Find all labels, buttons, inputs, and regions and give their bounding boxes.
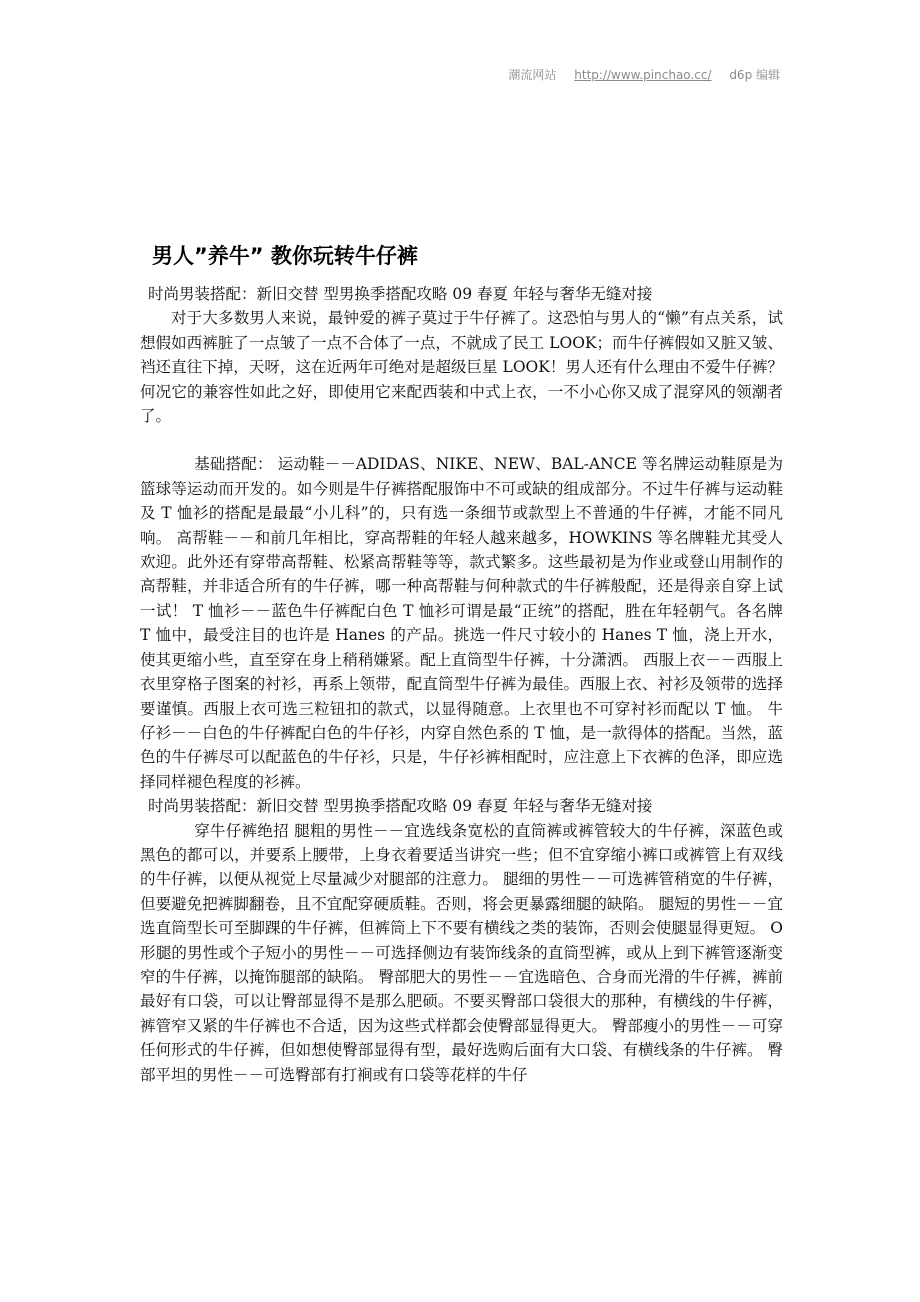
wearing-tips-paragraph: 穿牛仔裤绝招 腿粗的男性－－宜选线条宽松的直筒裤或裤管较大的牛仔裤，深蓝色或黑色的都可以，并要系上腰带，上身衣着要适当讲究一些；但不宜穿缩小裤口或裤管上有双线的牛仔裤，以便从视觉上尽量减少对腿部的注意力。 腿细的男性－－可选裤管稍宽的牛仔裤，但要避免把裤脚翻卷，且不宜配穿硬质鞋。否则，将会更暴露细腿的缺陷。 腿短的男性－－宜选直筒型长可至脚踝的牛仔裤，但裤筒上下不要有横线之类的装饰，否则会使腿显得更短。 O 形腿的男性或个子短小的男性－－可选择侧边有装饰线条的直筒型裤，或从上到下裤管逐渐变窄的牛仔裤，以掩饰腿部的缺陷。 臀部肥大的男性－－宜选暗色、合身而光滑的牛仔裤，裤前最好有口袋，可以让臀部显得不是那么肥硕。不要买臀部口袋很大的那种，有横线的牛仔裤，裤管窄又紧的牛仔裤也不合适，因为这些式样都会使臀部显得更大。 臀部瘦小的男性－－可穿任何形式的牛仔裤，但如想使臀部显得有型，最好选购后面有大口袋、有横线条的牛仔裤。 臀部平坦的男性－－可选臀部有打裥或有口袋等花样的牛仔 xyxy=(140,821,783,1084)
page-header xyxy=(508,66,780,83)
site-name: 潮流网站 xyxy=(508,68,557,82)
intro-paragraph: 对于大多数男人来说，最钟爱的裤子莫过于牛仔裤了。这恐怕与男人的“懒”有点关系，试想假如西裤脏了一点皱了一点不合体了一点，不就成了民工 LOOK；而牛仔裤假如又脏又皱、裆还直往下掉，天呀，这在近两年可绝对是超级巨星 LOOK！男人还有什么理由不爱牛仔裤？何况它的兼容性如此之好，即使用它来配西装和中式上衣，一不小心你又成了混穿风的领潮者了。 xyxy=(140,309,783,426)
basic-matching-paragraph: 基础搭配： 运动鞋－－ADIDAS、NIKE、NEW、BAL-ANCE 等名牌运动鞋原是为篮球等运动而开发的。如今则是牛仔裤搭配服饰中不可或缺的组成部分。不过牛仔裤与运动鞋及 T 恤衫的搭配是最最“小儿科”的，只有选一条细节或款型上不普通的牛仔裤，才能不同凡响。 高帮鞋－－和前几年相比，穿高帮鞋的年轻人越来越多，HOWKINS 等名牌鞋尤其受人欢迎。此外还有穿带高帮鞋、松紧高帮鞋等等，款式繁多。这些最初是为作业或登山用制作的高帮鞋，并非适合所有的牛仔裤，哪一种高帮鞋与何种款式的牛仔裤般配，还是得亲自穿上试一试！ T 恤衫－－蓝色牛仔裤配白色 T 恤衫可谓是最“正统”的搭配，胜在年轻朝气。各名牌 T 恤中，最受注目的也许是 Hanes 的产品。挑选一件尺寸较小的 Hanes T 恤，浇上开水，使其更缩小些，直至穿在身上稍稍嫌紧。配上直筒型牛仔裤，十分潇洒。 西服上衣－－西服上衣里穿格子图案的衬衫，再系上领带，配直筒型牛仔裤为最佳。西服上衣、衬衫及领带的选择要谨慎。西服上衣可选三粒钮扣的款式，以显得随意。上衣里也不可穿衬衫而配以 T 恤。 牛仔衫－－白色的牛仔裤配白色的牛仔衫，内穿自然色系的 T 恤，是一款得体的搭配。当然，蓝色的牛仔裤尽可以配蓝色的牛仔衫，只是，牛仔衫裤相配时，应注意上下衣裤的色泽，即应选择同样褪色程度的衫裤。 xyxy=(140,455,783,791)
site-url-link[interactable]: http://www.pinchao.cc/ xyxy=(574,68,712,82)
editor-credit: d6p 编辑 xyxy=(729,68,780,82)
article-subtitle: 时尚男装搭配：新旧交替 型男换季搭配攻略 09 春夏 年轻与奢华无缝对接 xyxy=(148,285,653,303)
article-body xyxy=(140,282,783,1087)
article-title: 男人”养牛” 教你玩转牛仔裤 xyxy=(152,244,418,268)
article-subtitle-repeat: 时尚男装搭配：新旧交替 型男换季搭配攻略 09 春夏 年轻与奢华无缝对接 xyxy=(148,797,653,816)
paragraph-spacer xyxy=(140,428,783,452)
